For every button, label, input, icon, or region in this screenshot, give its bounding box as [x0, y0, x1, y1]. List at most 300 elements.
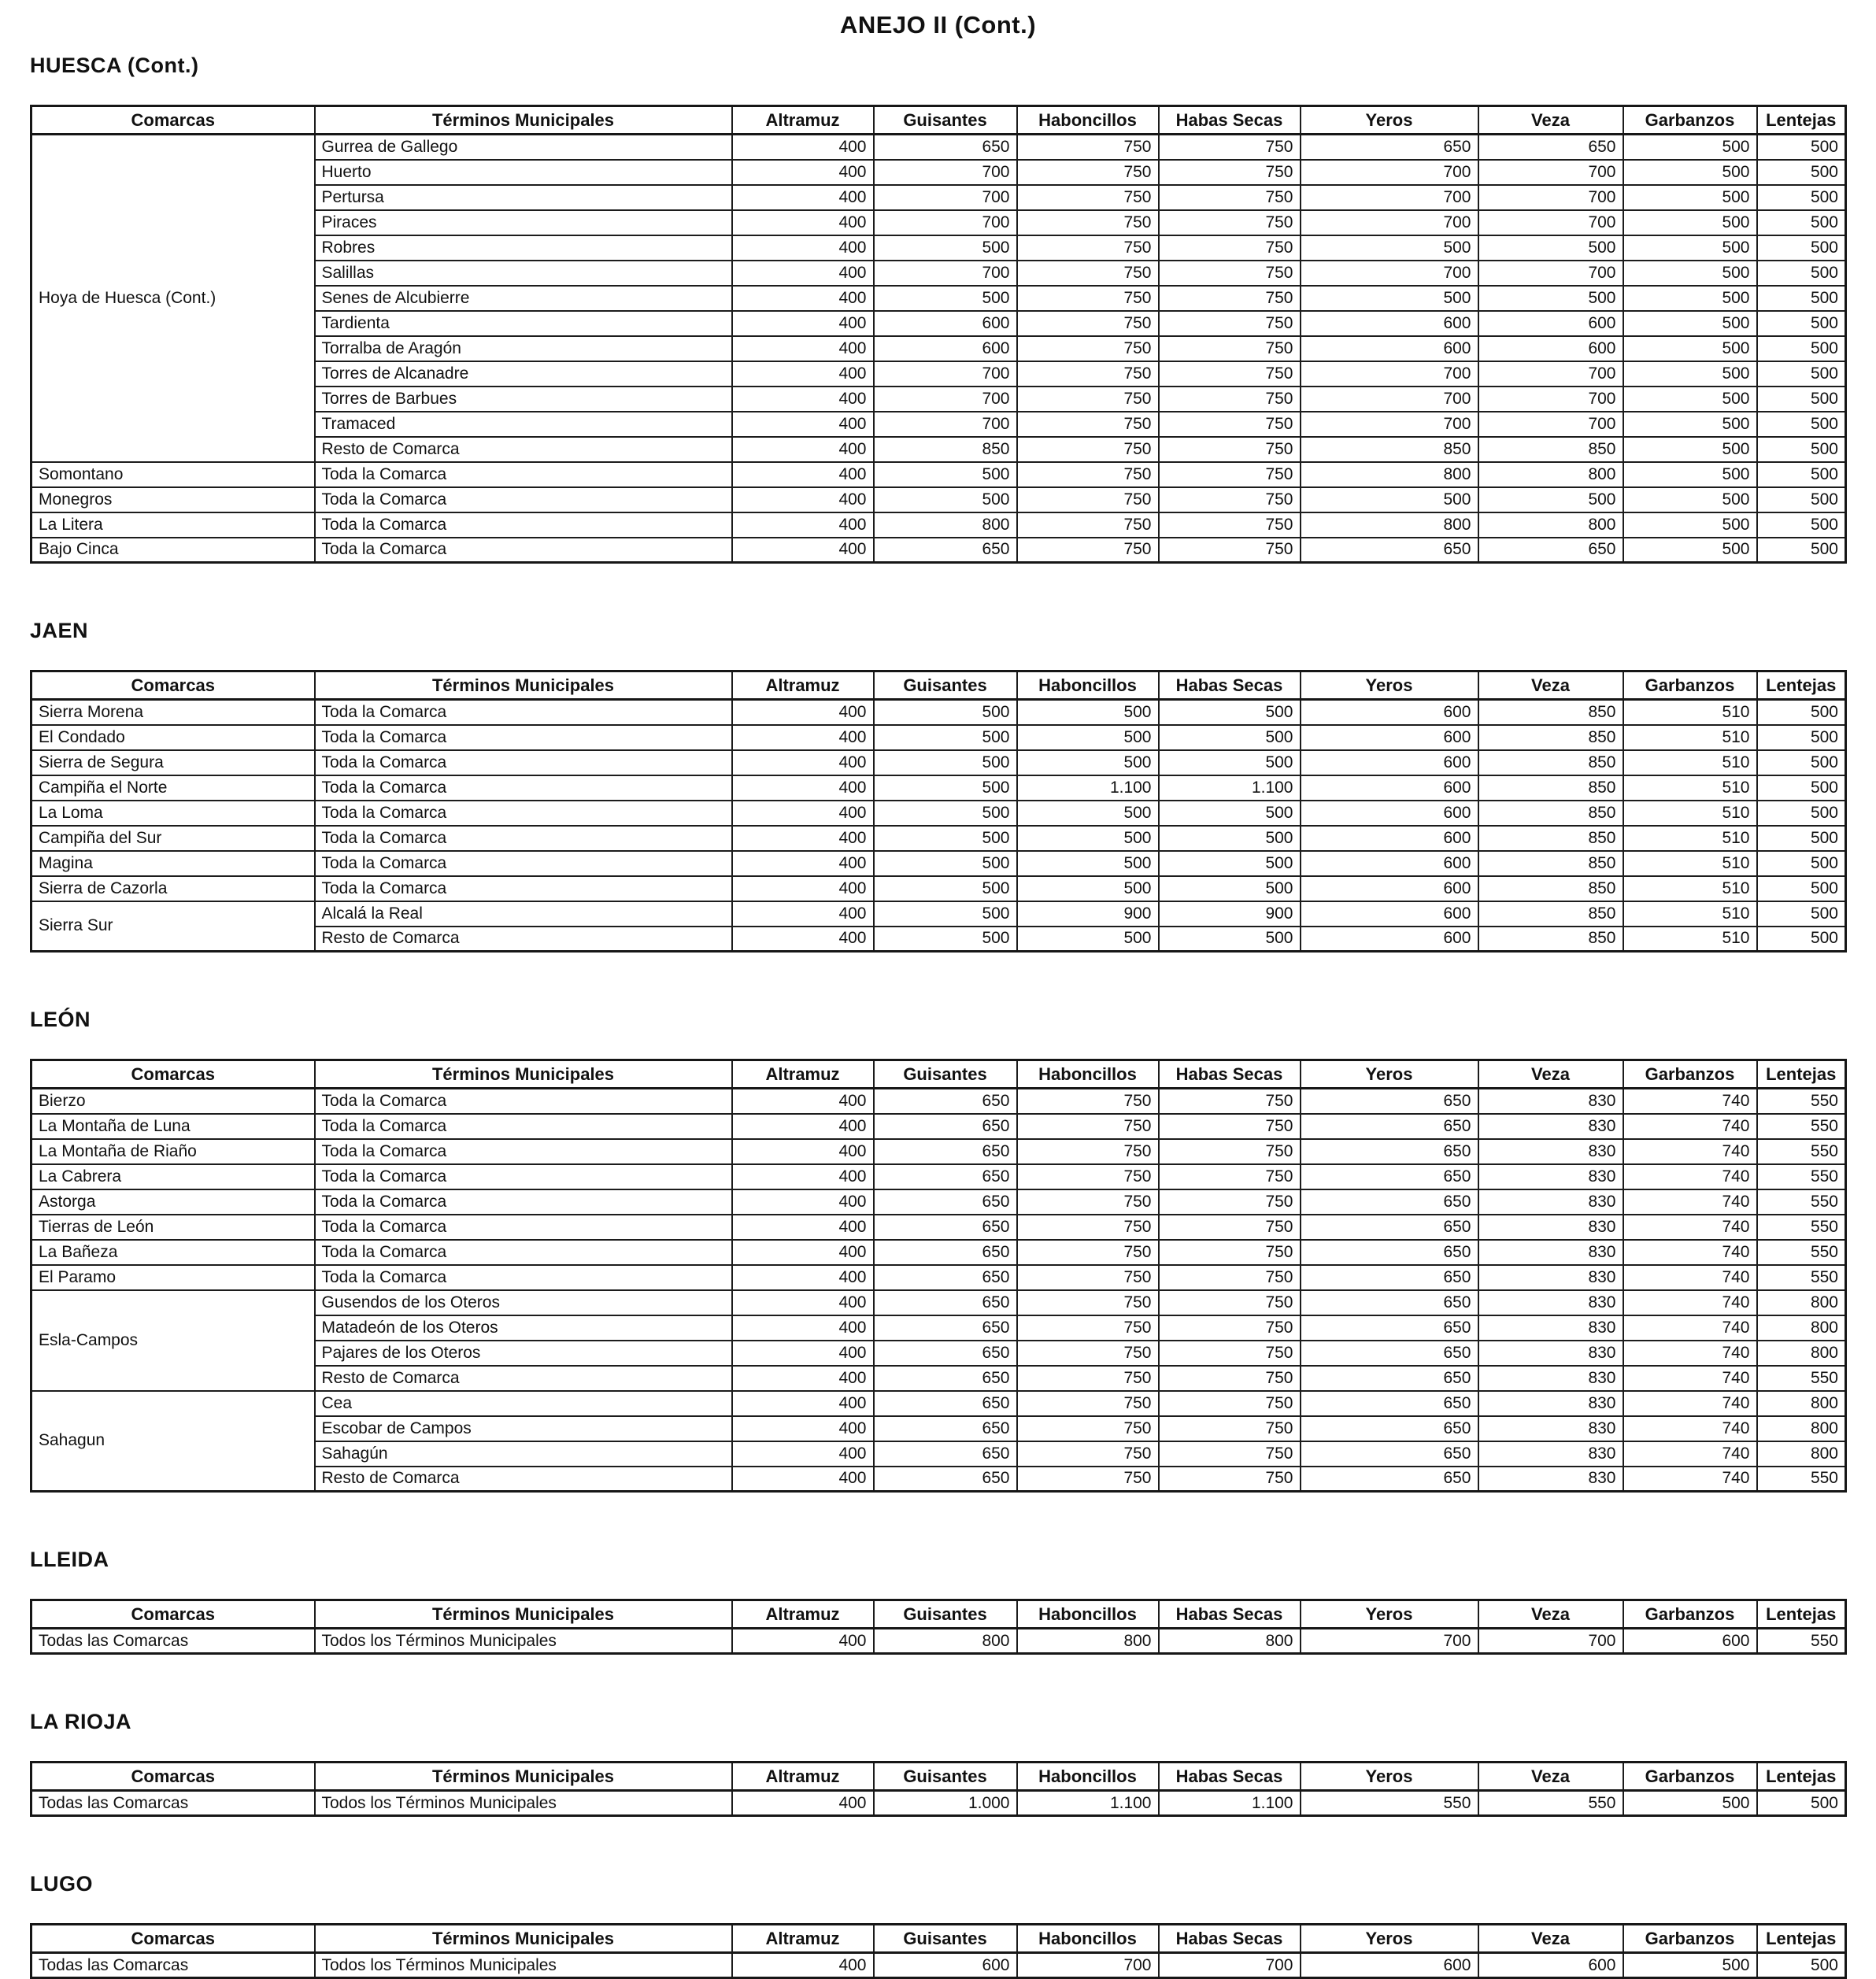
municipio-cell: Resto de Comarca	[315, 437, 732, 462]
value-cell: 750	[1159, 387, 1301, 412]
municipio-cell: Resto de Comarca	[315, 1467, 732, 1492]
value-cell: 500	[1757, 512, 1846, 538]
value-cell: 500	[1017, 851, 1159, 876]
comarca-cell: La Montaña de Luna	[31, 1114, 315, 1139]
municipio-cell: Gusendos de los Oteros	[315, 1290, 732, 1315]
value-cell: 500	[1757, 487, 1846, 512]
value-cell: 650	[1301, 1441, 1478, 1467]
column-header-terminos-municipales: Términos Municipales	[315, 671, 732, 700]
municipio-cell: Torralba de Aragón	[315, 336, 732, 361]
municipio-cell: Todos los Términos Municipales	[315, 1629, 732, 1654]
value-cell: 500	[1757, 336, 1846, 361]
value-cell: 400	[732, 387, 874, 412]
value-cell: 750	[1017, 1265, 1159, 1290]
value-cell: 500	[1623, 261, 1757, 286]
municipio-cell: Toda la Comarca	[315, 700, 732, 725]
column-header-guisantes: Guisantes	[874, 1763, 1017, 1791]
column-header-comarcas: Comarcas	[31, 1925, 315, 1953]
value-cell: 1.100	[1017, 775, 1159, 801]
value-cell: 500	[1623, 1953, 1757, 1978]
comarca-cell: Todas las Comarcas	[31, 1953, 315, 1978]
value-cell: 550	[1757, 1629, 1846, 1654]
value-cell: 500	[1301, 235, 1478, 261]
comarca-cell: La Loma	[31, 801, 315, 826]
value-cell: 650	[874, 135, 1017, 160]
value-cell: 500	[1757, 361, 1846, 387]
value-cell: 400	[732, 487, 874, 512]
value-cell: 850	[1478, 437, 1623, 462]
value-cell: 650	[874, 1265, 1017, 1290]
table-row	[31, 775, 1846, 801]
value-cell: 500	[1757, 775, 1846, 801]
column-header-yeros: Yeros	[1301, 1925, 1478, 1953]
value-cell: 700	[1301, 185, 1478, 210]
value-cell: 750	[1159, 538, 1301, 563]
value-cell: 650	[1301, 1467, 1478, 1492]
value-cell: 500	[1017, 826, 1159, 851]
municipio-cell: Toda la Comarca	[315, 1240, 732, 1265]
value-cell: 740	[1623, 1240, 1757, 1265]
value-cell: 510	[1623, 901, 1757, 927]
value-cell: 750	[1159, 1215, 1301, 1240]
table-row	[31, 725, 1846, 750]
value-cell: 500	[1757, 437, 1846, 462]
value-cell: 500	[874, 462, 1017, 487]
value-cell: 500	[1757, 826, 1846, 851]
value-cell: 700	[1301, 412, 1478, 437]
value-cell: 400	[732, 1315, 874, 1341]
value-cell: 400	[732, 1215, 874, 1240]
value-cell: 500	[1301, 487, 1478, 512]
value-cell: 500	[1623, 235, 1757, 261]
value-cell: 850	[1478, 851, 1623, 876]
header-row	[31, 1763, 1846, 1791]
value-cell: 800	[1757, 1441, 1846, 1467]
value-cell: 500	[1478, 487, 1623, 512]
value-cell: 650	[874, 1341, 1017, 1366]
municipio-cell: Pajares de los Oteros	[315, 1341, 732, 1366]
value-cell: 800	[1757, 1391, 1846, 1416]
table-row	[31, 487, 1846, 512]
municipio-cell: Toda la Comarca	[315, 826, 732, 851]
value-cell: 400	[732, 336, 874, 361]
value-cell: 750	[1017, 1114, 1159, 1139]
column-header-altramuz: Altramuz	[732, 1763, 874, 1791]
value-cell: 830	[1478, 1089, 1623, 1114]
value-cell: 500	[1623, 487, 1757, 512]
value-cell: 650	[1301, 1114, 1478, 1139]
column-header-habas-secas: Habas Secas	[1159, 1763, 1301, 1791]
value-cell: 400	[732, 1416, 874, 1441]
value-cell: 800	[874, 512, 1017, 538]
value-cell: 400	[732, 1341, 874, 1366]
column-header-yeros: Yeros	[1301, 1600, 1478, 1629]
header-row	[31, 671, 1846, 700]
column-header-lentejas: Lentejas	[1757, 1925, 1846, 1953]
value-cell: 830	[1478, 1416, 1623, 1441]
comarca-cell: Sierra de Cazorla	[31, 876, 315, 901]
section-leon	[30, 1008, 1846, 1493]
value-cell: 1.100	[1159, 775, 1301, 801]
column-header-veza: Veza	[1478, 1600, 1623, 1629]
municipio-cell: Robres	[315, 235, 732, 261]
column-header-habas-secas: Habas Secas	[1159, 106, 1301, 135]
value-cell: 650	[874, 1164, 1017, 1189]
value-cell: 500	[1757, 876, 1846, 901]
municipio-cell: Tardienta	[315, 311, 732, 336]
value-cell: 600	[1301, 901, 1478, 927]
comarca-cell: Sahagun	[31, 1391, 315, 1492]
comarca-cell: La Bañeza	[31, 1240, 315, 1265]
value-cell: 700	[1301, 210, 1478, 235]
value-cell: 500	[1757, 160, 1846, 185]
value-cell: 740	[1623, 1441, 1757, 1467]
value-cell: 400	[732, 826, 874, 851]
table-row	[31, 1114, 1846, 1139]
value-cell: 500	[874, 286, 1017, 311]
value-cell: 500	[1159, 876, 1301, 901]
value-cell: 650	[1301, 1265, 1478, 1290]
value-cell: 750	[1159, 135, 1301, 160]
table-row	[31, 700, 1846, 725]
value-cell: 600	[1301, 851, 1478, 876]
value-cell: 500	[874, 700, 1017, 725]
municipio-cell: Toda la Comarca	[315, 1265, 732, 1290]
municipio-cell: Alcalá la Real	[315, 901, 732, 927]
value-cell: 550	[1478, 1791, 1623, 1816]
column-header-altramuz: Altramuz	[732, 671, 874, 700]
value-cell: 850	[1478, 901, 1623, 927]
value-cell: 500	[1623, 311, 1757, 336]
value-cell: 750	[1017, 160, 1159, 185]
value-cell: 500	[1623, 412, 1757, 437]
value-cell: 500	[1757, 387, 1846, 412]
value-cell: 700	[874, 412, 1017, 437]
section-lugo	[30, 1872, 1846, 1979]
value-cell: 830	[1478, 1341, 1623, 1366]
value-cell: 700	[1301, 361, 1478, 387]
value-cell: 500	[1017, 801, 1159, 826]
value-cell: 500	[1757, 462, 1846, 487]
column-header-guisantes: Guisantes	[874, 1600, 1017, 1629]
rates-table-lleida	[30, 1599, 1847, 1655]
value-cell: 650	[1301, 1189, 1478, 1215]
value-cell: 400	[732, 412, 874, 437]
value-cell: 750	[1017, 512, 1159, 538]
column-header-lentejas: Lentejas	[1757, 1763, 1846, 1791]
value-cell: 850	[1478, 876, 1623, 901]
value-cell: 830	[1478, 1290, 1623, 1315]
value-cell: 500	[874, 901, 1017, 927]
value-cell: 700	[1478, 412, 1623, 437]
value-cell: 700	[1017, 1953, 1159, 1978]
value-cell: 500	[1159, 826, 1301, 851]
value-cell: 500	[874, 927, 1017, 952]
value-cell: 740	[1623, 1416, 1757, 1441]
municipio-cell: Cea	[315, 1391, 732, 1416]
table-row	[31, 876, 1846, 901]
column-header-haboncillos: Haboncillos	[1017, 671, 1159, 700]
comarca-cell: Astorga	[31, 1189, 315, 1215]
column-header-veza: Veza	[1478, 106, 1623, 135]
value-cell: 740	[1623, 1265, 1757, 1290]
value-cell: 800	[1478, 512, 1623, 538]
table-row	[31, 801, 1846, 826]
value-cell: 750	[1159, 1315, 1301, 1341]
comarca-cell: Sierra Sur	[31, 901, 315, 952]
value-cell: 830	[1478, 1215, 1623, 1240]
value-cell: 400	[732, 1290, 874, 1315]
municipio-cell: Toda la Comarca	[315, 1189, 732, 1215]
value-cell: 750	[1017, 487, 1159, 512]
value-cell: 750	[1159, 210, 1301, 235]
comarca-cell: Hoya de Huesca (Cont.)	[31, 135, 315, 462]
value-cell: 650	[874, 1315, 1017, 1341]
value-cell: 850	[1478, 775, 1623, 801]
value-cell: 830	[1478, 1315, 1623, 1341]
value-cell: 400	[732, 1139, 874, 1164]
value-cell: 650	[874, 1139, 1017, 1164]
value-cell: 700	[1301, 261, 1478, 286]
value-cell: 500	[1757, 801, 1846, 826]
municipio-cell: Resto de Comarca	[315, 927, 732, 952]
column-header-terminos-municipales: Términos Municipales	[315, 1925, 732, 1953]
value-cell: 700	[1478, 387, 1623, 412]
value-cell: 800	[1757, 1416, 1846, 1441]
value-cell: 750	[1017, 437, 1159, 462]
column-header-comarcas: Comarcas	[31, 106, 315, 135]
value-cell: 740	[1623, 1467, 1757, 1492]
comarca-cell: Monegros	[31, 487, 315, 512]
value-cell: 900	[1159, 901, 1301, 927]
value-cell: 600	[1301, 1953, 1478, 1978]
comarca-cell: Somontano	[31, 462, 315, 487]
value-cell: 650	[1301, 1290, 1478, 1315]
municipio-cell: Tramaced	[315, 412, 732, 437]
column-header-garbanzos: Garbanzos	[1623, 1060, 1757, 1089]
value-cell: 800	[874, 1629, 1017, 1654]
column-header-altramuz: Altramuz	[732, 1600, 874, 1629]
value-cell: 600	[1301, 700, 1478, 725]
municipio-cell: Toda la Comarca	[315, 487, 732, 512]
value-cell: 740	[1623, 1290, 1757, 1315]
value-cell: 400	[732, 851, 874, 876]
value-cell: 500	[1623, 462, 1757, 487]
value-cell: 400	[732, 1791, 874, 1816]
value-cell: 700	[1159, 1953, 1301, 1978]
value-cell: 800	[1757, 1290, 1846, 1315]
value-cell: 500	[1301, 286, 1478, 311]
value-cell: 400	[732, 210, 874, 235]
column-header-comarcas: Comarcas	[31, 671, 315, 700]
value-cell: 500	[1623, 1791, 1757, 1816]
value-cell: 510	[1623, 851, 1757, 876]
table-row	[31, 1629, 1846, 1654]
column-header-guisantes: Guisantes	[874, 671, 1017, 700]
municipio-cell: Matadeón de los Oteros	[315, 1315, 732, 1341]
table-row	[31, 826, 1846, 851]
comarca-cell: Campiña el Norte	[31, 775, 315, 801]
header-row	[31, 1600, 1846, 1629]
column-header-haboncillos: Haboncillos	[1017, 1060, 1159, 1089]
value-cell: 500	[1623, 135, 1757, 160]
value-cell: 500	[1159, 851, 1301, 876]
table-row	[31, 1290, 1846, 1315]
municipio-cell: Pertursa	[315, 185, 732, 210]
municipio-cell: Todos los Términos Municipales	[315, 1953, 732, 1978]
value-cell: 700	[874, 261, 1017, 286]
value-cell: 550	[1757, 1366, 1846, 1391]
column-header-guisantes: Guisantes	[874, 1060, 1017, 1089]
table-row	[31, 1139, 1846, 1164]
comarca-cell: Sierra Morena	[31, 700, 315, 725]
value-cell: 650	[1301, 1089, 1478, 1114]
table-row	[31, 538, 1846, 563]
municipio-cell: Toda la Comarca	[315, 462, 732, 487]
section-heading-lleida: LLEIDA	[30, 1548, 109, 1571]
section-heading-huesca: HUESCA (Cont.)	[30, 54, 199, 77]
value-cell: 750	[1017, 135, 1159, 160]
value-cell: 400	[732, 1953, 874, 1978]
value-cell: 700	[1301, 1629, 1478, 1654]
municipio-cell: Salillas	[315, 261, 732, 286]
value-cell: 830	[1478, 1114, 1623, 1139]
value-cell: 750	[1159, 261, 1301, 286]
value-cell: 400	[732, 135, 874, 160]
comarca-cell: El Paramo	[31, 1265, 315, 1290]
value-cell: 750	[1159, 1467, 1301, 1492]
value-cell: 750	[1017, 235, 1159, 261]
column-header-guisantes: Guisantes	[874, 1925, 1017, 1953]
value-cell: 500	[1757, 261, 1846, 286]
value-cell: 500	[1757, 1953, 1846, 1978]
municipio-cell: Torres de Barbues	[315, 387, 732, 412]
column-header-habas-secas: Habas Secas	[1159, 1925, 1301, 1953]
column-header-haboncillos: Haboncillos	[1017, 1600, 1159, 1629]
value-cell: 650	[874, 1215, 1017, 1240]
value-cell: 500	[1757, 286, 1846, 311]
value-cell: 750	[1159, 1240, 1301, 1265]
value-cell: 500	[1623, 160, 1757, 185]
value-cell: 550	[1757, 1114, 1846, 1139]
value-cell: 600	[1301, 876, 1478, 901]
value-cell: 750	[1017, 261, 1159, 286]
value-cell: 750	[1159, 336, 1301, 361]
value-cell: 500	[1159, 927, 1301, 952]
value-cell: 800	[1017, 1629, 1159, 1654]
value-cell: 400	[732, 1240, 874, 1265]
comarca-cell: Magina	[31, 851, 315, 876]
column-header-garbanzos: Garbanzos	[1623, 671, 1757, 700]
value-cell: 510	[1623, 927, 1757, 952]
value-cell: 500	[1757, 185, 1846, 210]
value-cell: 750	[1159, 235, 1301, 261]
column-header-comarcas: Comarcas	[31, 1763, 315, 1791]
header-row	[31, 106, 1846, 135]
value-cell: 650	[1301, 1139, 1478, 1164]
municipio-cell: Toda la Comarca	[315, 1114, 732, 1139]
value-cell: 700	[874, 160, 1017, 185]
comarca-cell: Sierra de Segura	[31, 750, 315, 775]
column-header-haboncillos: Haboncillos	[1017, 106, 1159, 135]
value-cell: 750	[1017, 1416, 1159, 1441]
municipio-cell: Toda la Comarca	[315, 750, 732, 775]
value-cell: 550	[1757, 1240, 1846, 1265]
rates-table-lugo	[30, 1923, 1847, 1979]
municipio-cell: Toda la Comarca	[315, 1164, 732, 1189]
value-cell: 850	[1478, 700, 1623, 725]
value-cell: 550	[1757, 1215, 1846, 1240]
value-cell: 850	[1478, 750, 1623, 775]
value-cell: 750	[1159, 487, 1301, 512]
value-cell: 700	[1478, 361, 1623, 387]
value-cell: 650	[874, 1366, 1017, 1391]
value-cell: 830	[1478, 1441, 1623, 1467]
value-cell: 510	[1623, 876, 1757, 901]
value-cell: 510	[1623, 775, 1757, 801]
value-cell: 650	[1301, 1315, 1478, 1341]
value-cell: 400	[732, 1366, 874, 1391]
municipio-cell: Senes de Alcubierre	[315, 286, 732, 311]
comarca-cell: El Condado	[31, 725, 315, 750]
value-cell: 500	[1757, 750, 1846, 775]
value-cell: 650	[1478, 538, 1623, 563]
value-cell: 750	[1017, 1366, 1159, 1391]
value-cell: 400	[732, 775, 874, 801]
column-header-terminos-municipales: Términos Municipales	[315, 1600, 732, 1629]
value-cell: 500	[1757, 235, 1846, 261]
column-header-garbanzos: Garbanzos	[1623, 1925, 1757, 1953]
value-cell: 400	[732, 901, 874, 927]
value-cell: 650	[874, 1089, 1017, 1114]
value-cell: 650	[874, 1467, 1017, 1492]
value-cell: 400	[732, 235, 874, 261]
value-cell: 510	[1623, 700, 1757, 725]
table-row	[31, 750, 1846, 775]
value-cell: 500	[1623, 286, 1757, 311]
value-cell: 700	[1478, 1629, 1623, 1654]
value-cell: 740	[1623, 1164, 1757, 1189]
value-cell: 500	[874, 775, 1017, 801]
value-cell: 500	[1623, 387, 1757, 412]
value-cell: 550	[1757, 1139, 1846, 1164]
value-cell: 750	[1159, 1341, 1301, 1366]
value-cell: 500	[1159, 725, 1301, 750]
value-cell: 650	[1301, 1391, 1478, 1416]
value-cell: 500	[1623, 185, 1757, 210]
value-cell: 500	[1757, 927, 1846, 952]
value-cell: 400	[732, 462, 874, 487]
municipio-cell: Toda la Comarca	[315, 876, 732, 901]
value-cell: 500	[1757, 210, 1846, 235]
table-row	[31, 1240, 1846, 1265]
value-cell: 750	[1159, 512, 1301, 538]
value-cell: 750	[1017, 538, 1159, 563]
value-cell: 500	[1623, 210, 1757, 235]
value-cell: 750	[1159, 1416, 1301, 1441]
table-row	[31, 1164, 1846, 1189]
value-cell: 830	[1478, 1189, 1623, 1215]
value-cell: 750	[1017, 1164, 1159, 1189]
value-cell: 550	[1757, 1089, 1846, 1114]
value-cell: 500	[1757, 311, 1846, 336]
column-header-terminos-municipales: Términos Municipales	[315, 106, 732, 135]
value-cell: 600	[1301, 801, 1478, 826]
value-cell: 400	[732, 1629, 874, 1654]
value-cell: 500	[1757, 700, 1846, 725]
value-cell: 1.100	[1017, 1791, 1159, 1816]
value-cell: 700	[1478, 210, 1623, 235]
